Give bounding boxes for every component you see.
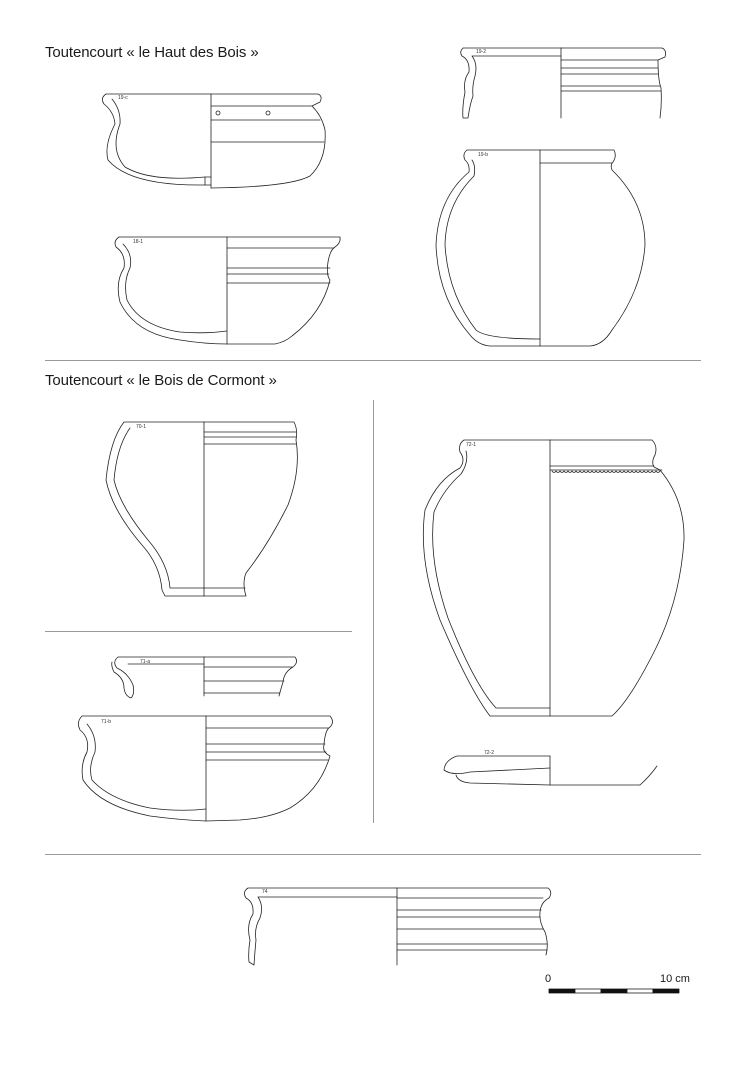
- vessel-19-2: [461, 48, 666, 118]
- vessel-71-b: [78, 716, 332, 821]
- vessel-74: [244, 888, 550, 965]
- vessel-19-b: [436, 150, 645, 346]
- vessel-label: 74: [262, 889, 268, 895]
- vessel-label: 72-2: [484, 750, 495, 756]
- scale-bar: [549, 989, 679, 993]
- vessel-label: 71-b: [101, 719, 112, 725]
- scale-end-label: 10 cm: [660, 973, 690, 985]
- vessel-19-c: [102, 94, 325, 188]
- section-title-haut-des-bois: Toutencourt « le Haut des Bois »: [45, 44, 259, 61]
- vessel-label: 70-1: [136, 424, 147, 430]
- vessel-18-1: [115, 237, 340, 344]
- vessel-72-1: [423, 440, 684, 716]
- vessel-label: 19-2: [476, 49, 487, 55]
- vessel-72-2: [444, 750, 657, 785]
- scale-start-label: 0: [545, 973, 552, 985]
- section-title-bois-de-cormont: Toutencourt « le Bois de Cormont »: [45, 372, 277, 389]
- vessel-70-1: [106, 422, 297, 596]
- vessel-label: 71-a: [140, 659, 151, 665]
- vessel-label: 72-1: [466, 442, 477, 448]
- vessel-71-a: [112, 657, 297, 698]
- vessel-label: 19-c: [118, 95, 128, 101]
- vessel-label: 19-b: [478, 152, 489, 158]
- vessel-label: 18-1: [133, 239, 144, 245]
